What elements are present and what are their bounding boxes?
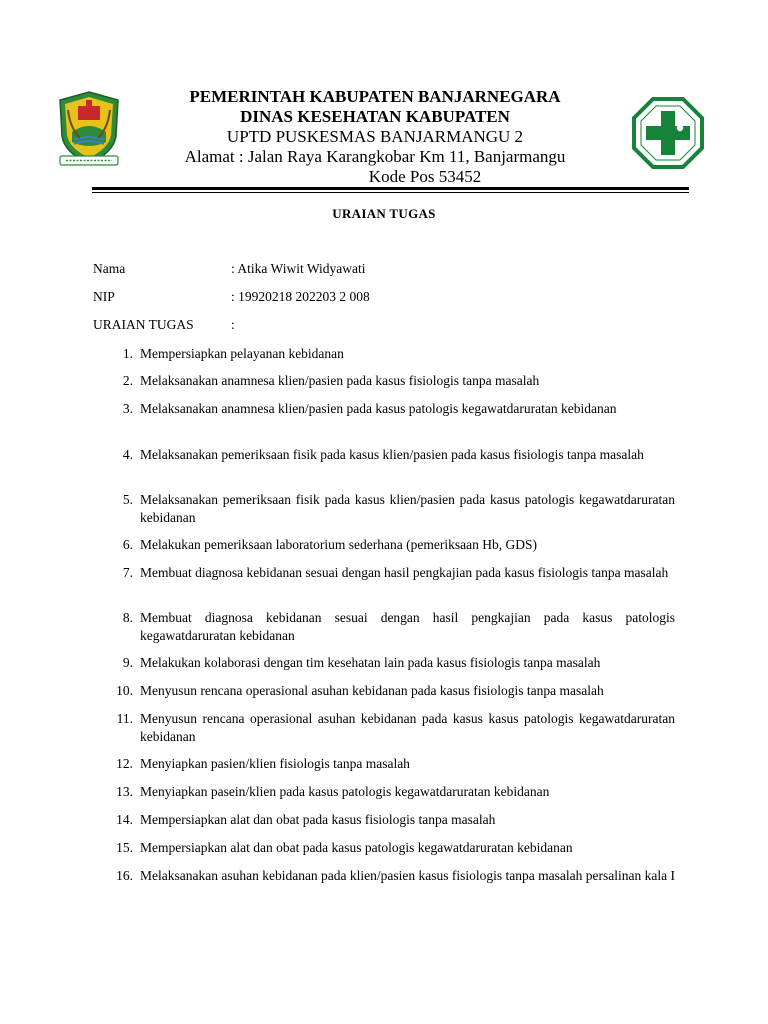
field-row-duties [93, 317, 235, 333]
list-item-text: Menyusun rencana operasional asuhan kebidanan pada kasus fisiologis tanpa masalah [140, 683, 604, 698]
list-item [93, 710, 675, 746]
list-item-text: Mempersiapkan alat dan obat pada kasus patologis kegawatdaruratan kebidanan [140, 840, 573, 855]
letterhead-postal-code: Kode Pos 53452 [368, 167, 482, 186]
puskesmas-green-cross-icon [632, 97, 704, 169]
list-item-number: 2. [122, 373, 133, 388]
list-item [93, 536, 675, 554]
list-item-text: Mempersiapkan alat dan obat pada kasus fisiologis tanpa masalah [140, 812, 496, 827]
list-item-text: Melaksanakan anamnesa klien/pasien pada kasus patologis kegawatdaruratan kebidanan [140, 401, 617, 416]
field-value: : [231, 317, 235, 332]
list-item-number: 1. [122, 346, 133, 361]
field-label: Nama [93, 261, 126, 276]
list-item-text: Menyusun rencana operasional asuhan kebidanan pada kasus kasus patologis kegawatdaruratan kebidanan [140, 711, 675, 744]
list-item-number: 15. [116, 840, 133, 855]
list-item-number: 10. [116, 683, 133, 698]
list-item [93, 654, 675, 672]
list-item-text: Menyiapkan pasein/klien pada kasus patologis kegawatdaruratan kebidanan [140, 784, 550, 799]
list-item-text: Melaksanakan asuhan kebidanan pada klien/pasien kasus fisiologis tanpa masalah persalinan kala I [140, 868, 675, 883]
list-item-text: Melaksanakan pemeriksaan fisik pada kasus klien/pasien pada kasus fisiologis tanpa masalah [140, 447, 644, 462]
list-item [93, 839, 675, 857]
list-item-number: 5. [122, 492, 133, 507]
list-item-number: 8. [122, 610, 133, 625]
list-item-text: Melakukan kolaborasi dengan tim kesehatan lain pada kasus fisiologis tanpa masalah [140, 655, 601, 670]
letterhead [140, 87, 610, 187]
list-item [93, 783, 675, 801]
list-item-text: Melakukan pemeriksaan laboratorium sederhana (pemeriksaan Hb, GDS) [140, 537, 537, 552]
letterhead-address: Alamat : Jalan Raya Karangkobar Km 11, Banjarmangu [184, 147, 566, 166]
list-item-text: Melaksanakan pemeriksaan fisik pada kasus klien/pasien pada kasus patologis kegawatdaruratan kebidanan [140, 492, 675, 525]
list-item-number: 14. [116, 812, 133, 827]
letterhead-divider-thick [92, 187, 689, 190]
list-item [93, 811, 675, 829]
list-item-text: Mempersiapkan pelayanan kebidanan [140, 346, 344, 361]
banjarnegara-regency-emblem-icon [56, 90, 122, 168]
field-row-name [93, 261, 366, 277]
letterhead-unit: UPTD PUSKESMAS BANJARMANGU 2 [226, 127, 524, 146]
list-item [93, 446, 675, 464]
list-item [93, 564, 675, 582]
list-item-number: 12. [116, 756, 133, 771]
letterhead-government: PEMERINTAH KABUPATEN BANJARNEGARA [189, 87, 561, 106]
list-item-number: 11. [116, 711, 133, 726]
letterhead-divider-thin [92, 192, 689, 193]
list-item [93, 372, 675, 390]
list-item [93, 491, 675, 527]
list-item [93, 609, 675, 645]
list-item-number: 3. [122, 401, 133, 416]
list-item-text: Menyiapkan pasien/klien fisiologis tanpa masalah [140, 756, 410, 771]
field-label: NIP [93, 289, 115, 304]
field-label: URAIAN TUGAS [93, 317, 194, 332]
list-item-number: 9. [122, 655, 133, 670]
list-item [93, 867, 675, 885]
field-row-nip [93, 289, 370, 305]
list-item [93, 345, 675, 363]
field-value: : 19920218 202203 2 008 [231, 289, 370, 304]
list-item [93, 400, 675, 418]
letterhead-department: DINAS KESEHATAN KABUPATEN [240, 107, 510, 126]
list-item-text: Membuat diagnosa kebidanan sesuai dengan hasil pengkajian pada kasus patologis kegawatdaruratan kebidanan [140, 610, 675, 643]
list-item-text: Membuat diagnosa kebidanan sesuai dengan hasil pengkajian pada kasus fisiologis tanpa masalah [140, 565, 669, 580]
document-title: URAIAN TUGAS [332, 206, 436, 221]
list-item [93, 755, 675, 773]
list-item [93, 682, 675, 700]
list-item-number: 4. [122, 447, 133, 462]
list-item-number: 7. [122, 565, 133, 580]
list-item-number: 6. [122, 537, 133, 552]
list-item-number: 16. [116, 868, 133, 883]
field-value: : Atika Wiwit Widyawati [231, 261, 366, 276]
list-item-number: 13. [116, 784, 133, 799]
list-item-text: Melaksanakan anamnesa klien/pasien pada kasus fisiologis tanpa masalah [140, 373, 540, 388]
